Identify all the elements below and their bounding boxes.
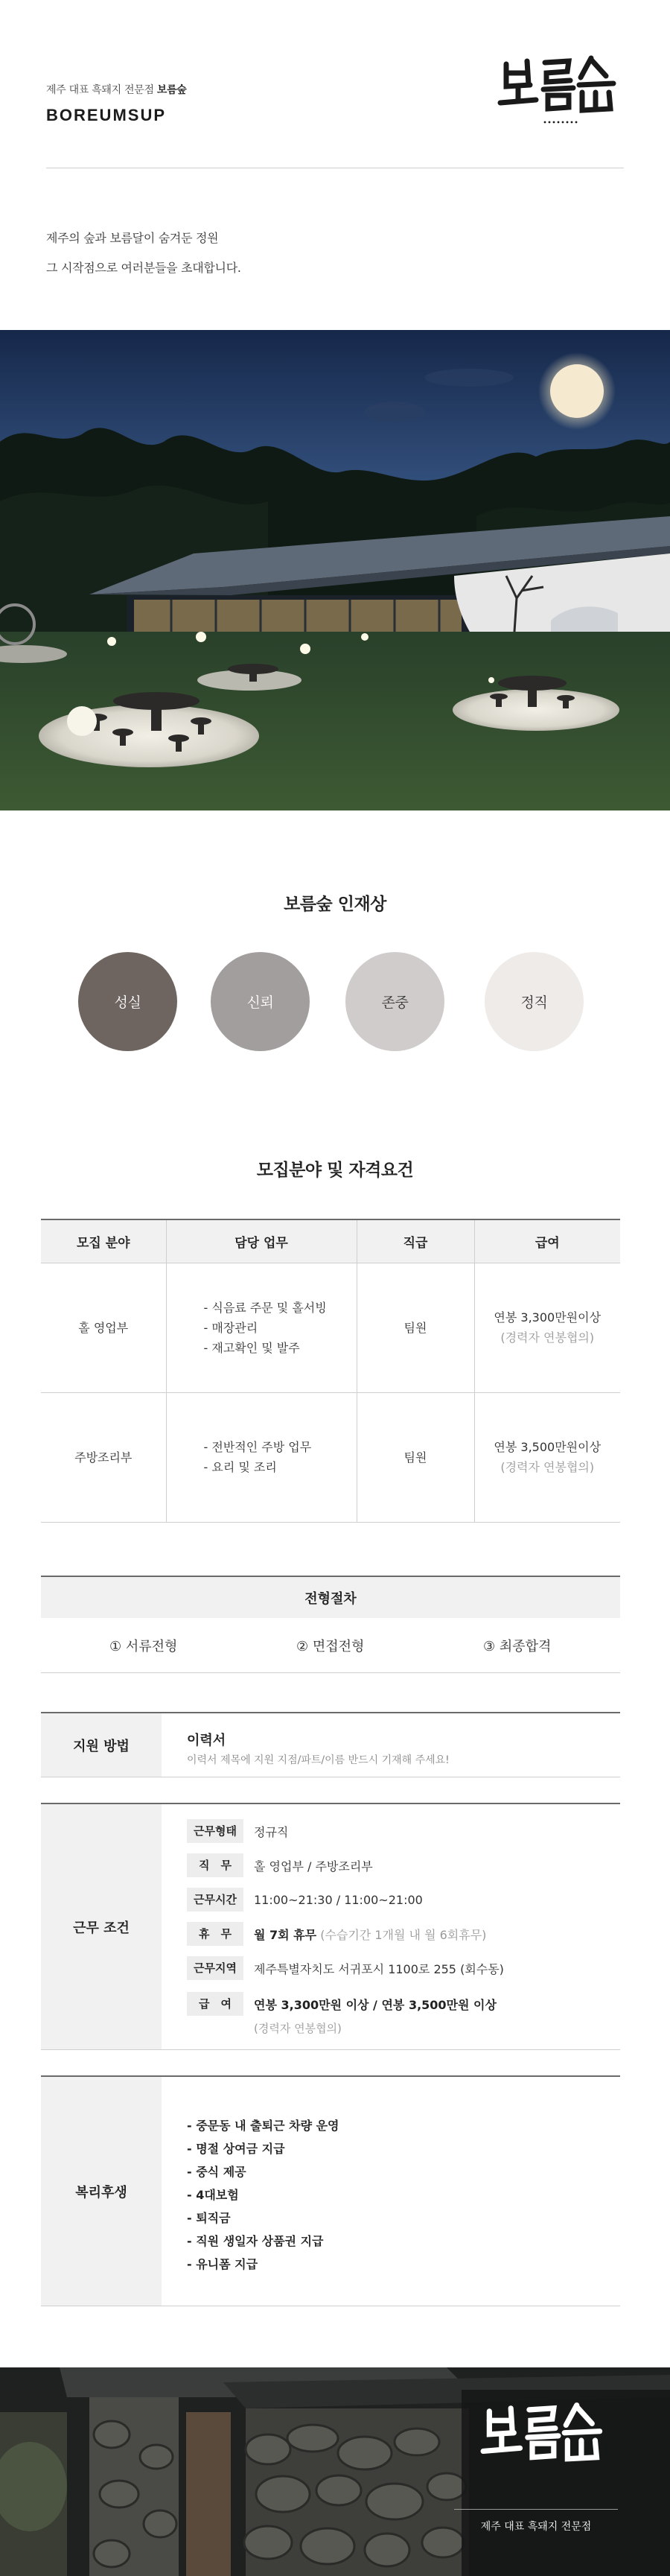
footer-caption: 제주 대표 흑돼지 전문점 bbox=[454, 2509, 618, 2534]
duty-item: - 재고확인 및 발주 bbox=[203, 1340, 300, 1355]
table-header-row bbox=[41, 1219, 620, 1263]
welfare-label: 복리후생 bbox=[41, 2077, 162, 2306]
duty-cell bbox=[166, 1263, 357, 1392]
process-title: 전형절차 bbox=[41, 1576, 620, 1618]
process-steps bbox=[41, 1618, 620, 1673]
intro-line: 그 시작점으로 여러분들을 초대합니다. bbox=[46, 261, 241, 275]
welfare-body bbox=[162, 2077, 620, 2306]
table-header: 급여 bbox=[474, 1219, 620, 1263]
brand-logo bbox=[497, 51, 624, 133]
condition-value: 제주특별자치도 서귀포시 1100로 255 (회수동) bbox=[254, 1961, 504, 1976]
apply-note: 이력서 제목에 지원 지점/파트/이름 반드시 기재해 주세요! bbox=[187, 1754, 450, 1766]
duty-item: - 식음료 주문 및 홀서빙 bbox=[203, 1300, 327, 1315]
condition-tag: 급 여 bbox=[187, 1992, 243, 2016]
conditions-label: 근무 조건 bbox=[41, 1804, 162, 2049]
duty-item: - 전반적인 주방 업무 bbox=[203, 1440, 312, 1454]
condition-value-main: 월 7회 휴무 bbox=[254, 1927, 317, 1942]
salary-value: 연봉 3,300만원이상 bbox=[494, 1310, 602, 1325]
header-title-en: BOREUMSUP bbox=[46, 106, 167, 124]
apply-body bbox=[162, 1713, 620, 1777]
process-step: ① 서류전형 bbox=[109, 1639, 178, 1655]
salary-note: (경력자 연봉협의) bbox=[500, 1460, 595, 1474]
table-header: 모집 분야 bbox=[41, 1219, 166, 1263]
condition-tag: 근무시간 bbox=[187, 1888, 243, 1912]
condition-tag: 직 무 bbox=[187, 1853, 243, 1877]
header-subtitle: 제주 대표 흑돼지 전문점 보름숲 bbox=[46, 84, 187, 96]
talent-title: 보름숲 인재상 bbox=[284, 895, 386, 914]
hero-garden-image bbox=[0, 330, 670, 810]
duty-item: - 요리 및 조리 bbox=[203, 1460, 277, 1474]
apply-label: 지원 방법 bbox=[41, 1713, 162, 1777]
table-row bbox=[41, 1263, 620, 1392]
condition-value bbox=[254, 1996, 497, 2013]
field-cell: 홀 영업부 bbox=[41, 1263, 166, 1392]
condition-row bbox=[187, 1956, 504, 1980]
conditions-body bbox=[162, 1804, 620, 2049]
process-step: ② 면접전형 bbox=[296, 1639, 365, 1655]
condition-row bbox=[187, 1853, 373, 1877]
footer-logo bbox=[480, 2376, 610, 2503]
condition-value: 11:00~21:30 / 11:00~21:00 bbox=[254, 1892, 423, 1907]
table-header: 직급 bbox=[357, 1219, 474, 1263]
intro-line: 제주의 숲과 보름달이 숨겨둔 정원 bbox=[46, 231, 219, 245]
welfare-list bbox=[187, 2114, 339, 2276]
welfare-item: - 퇴직금 bbox=[187, 2211, 231, 2225]
salary-cell bbox=[474, 1392, 620, 1522]
condition-note: (수습기간 1개월 내 월 6회휴무) bbox=[320, 1927, 487, 1942]
condition-row bbox=[187, 1992, 497, 2016]
talent-item: 존중 bbox=[345, 952, 444, 1051]
field-cell: 주방조리부 bbox=[41, 1392, 166, 1522]
condition-row bbox=[187, 1922, 486, 1946]
rank-cell: 팀원 bbox=[357, 1263, 474, 1392]
talent-item: 정직 bbox=[485, 952, 584, 1051]
talent-item: 신뢰 bbox=[211, 952, 310, 1051]
welfare-block bbox=[41, 2075, 620, 2306]
salary-cell bbox=[474, 1263, 620, 1392]
talent-item: 성실 bbox=[78, 952, 177, 1051]
recruit-title: 모집분야 및 자격요건 bbox=[256, 1161, 414, 1180]
apply-block bbox=[41, 1712, 620, 1777]
condition-value: 홀 영업부 / 주방조리부 bbox=[254, 1859, 373, 1874]
condition-value-main: 연봉 3,300만원 이상 / 연봉 3,500만원 이상 bbox=[254, 1997, 497, 2012]
welfare-item: - 명절 상여금 지급 bbox=[187, 2142, 285, 2156]
table-row bbox=[41, 1392, 620, 1522]
welfare-item: - 중식 제공 bbox=[187, 2165, 246, 2179]
condition-row bbox=[187, 1819, 288, 1843]
rank-cell: 팀원 bbox=[357, 1392, 474, 1522]
condition-value bbox=[254, 1926, 486, 1943]
condition-row bbox=[187, 1888, 423, 1912]
condition-note: (경력자 연봉협의) bbox=[254, 2022, 342, 2035]
duty-item: - 매장관리 bbox=[203, 1320, 258, 1335]
condition-tag: 휴 무 bbox=[187, 1922, 243, 1946]
welfare-item: - 중문동 내 출퇴근 차량 운영 bbox=[187, 2119, 339, 2133]
recruit-table bbox=[41, 1219, 620, 1523]
conditions-block bbox=[41, 1803, 620, 2050]
intro-text bbox=[46, 223, 241, 283]
condition-value: 정규직 bbox=[254, 1824, 289, 1839]
table-header: 담당 업무 bbox=[166, 1219, 357, 1263]
welfare-item: - 유니폼 지급 bbox=[187, 2257, 258, 2271]
welfare-item: - 직원 생일자 상품권 지급 bbox=[187, 2234, 324, 2248]
talent-circles bbox=[0, 952, 670, 1053]
salary-value: 연봉 3,500만원이상 bbox=[494, 1440, 602, 1454]
welfare-item: - 4대보험 bbox=[187, 2188, 239, 2202]
salary-note: (경력자 연봉협의) bbox=[500, 1330, 595, 1345]
process-step: ③ 최종합격 bbox=[483, 1639, 552, 1655]
condition-tag: 근무지역 bbox=[187, 1956, 243, 1980]
apply-title: 이력서 bbox=[187, 1733, 226, 1748]
duty-cell bbox=[166, 1392, 357, 1522]
condition-tag: 근무형태 bbox=[187, 1819, 243, 1843]
